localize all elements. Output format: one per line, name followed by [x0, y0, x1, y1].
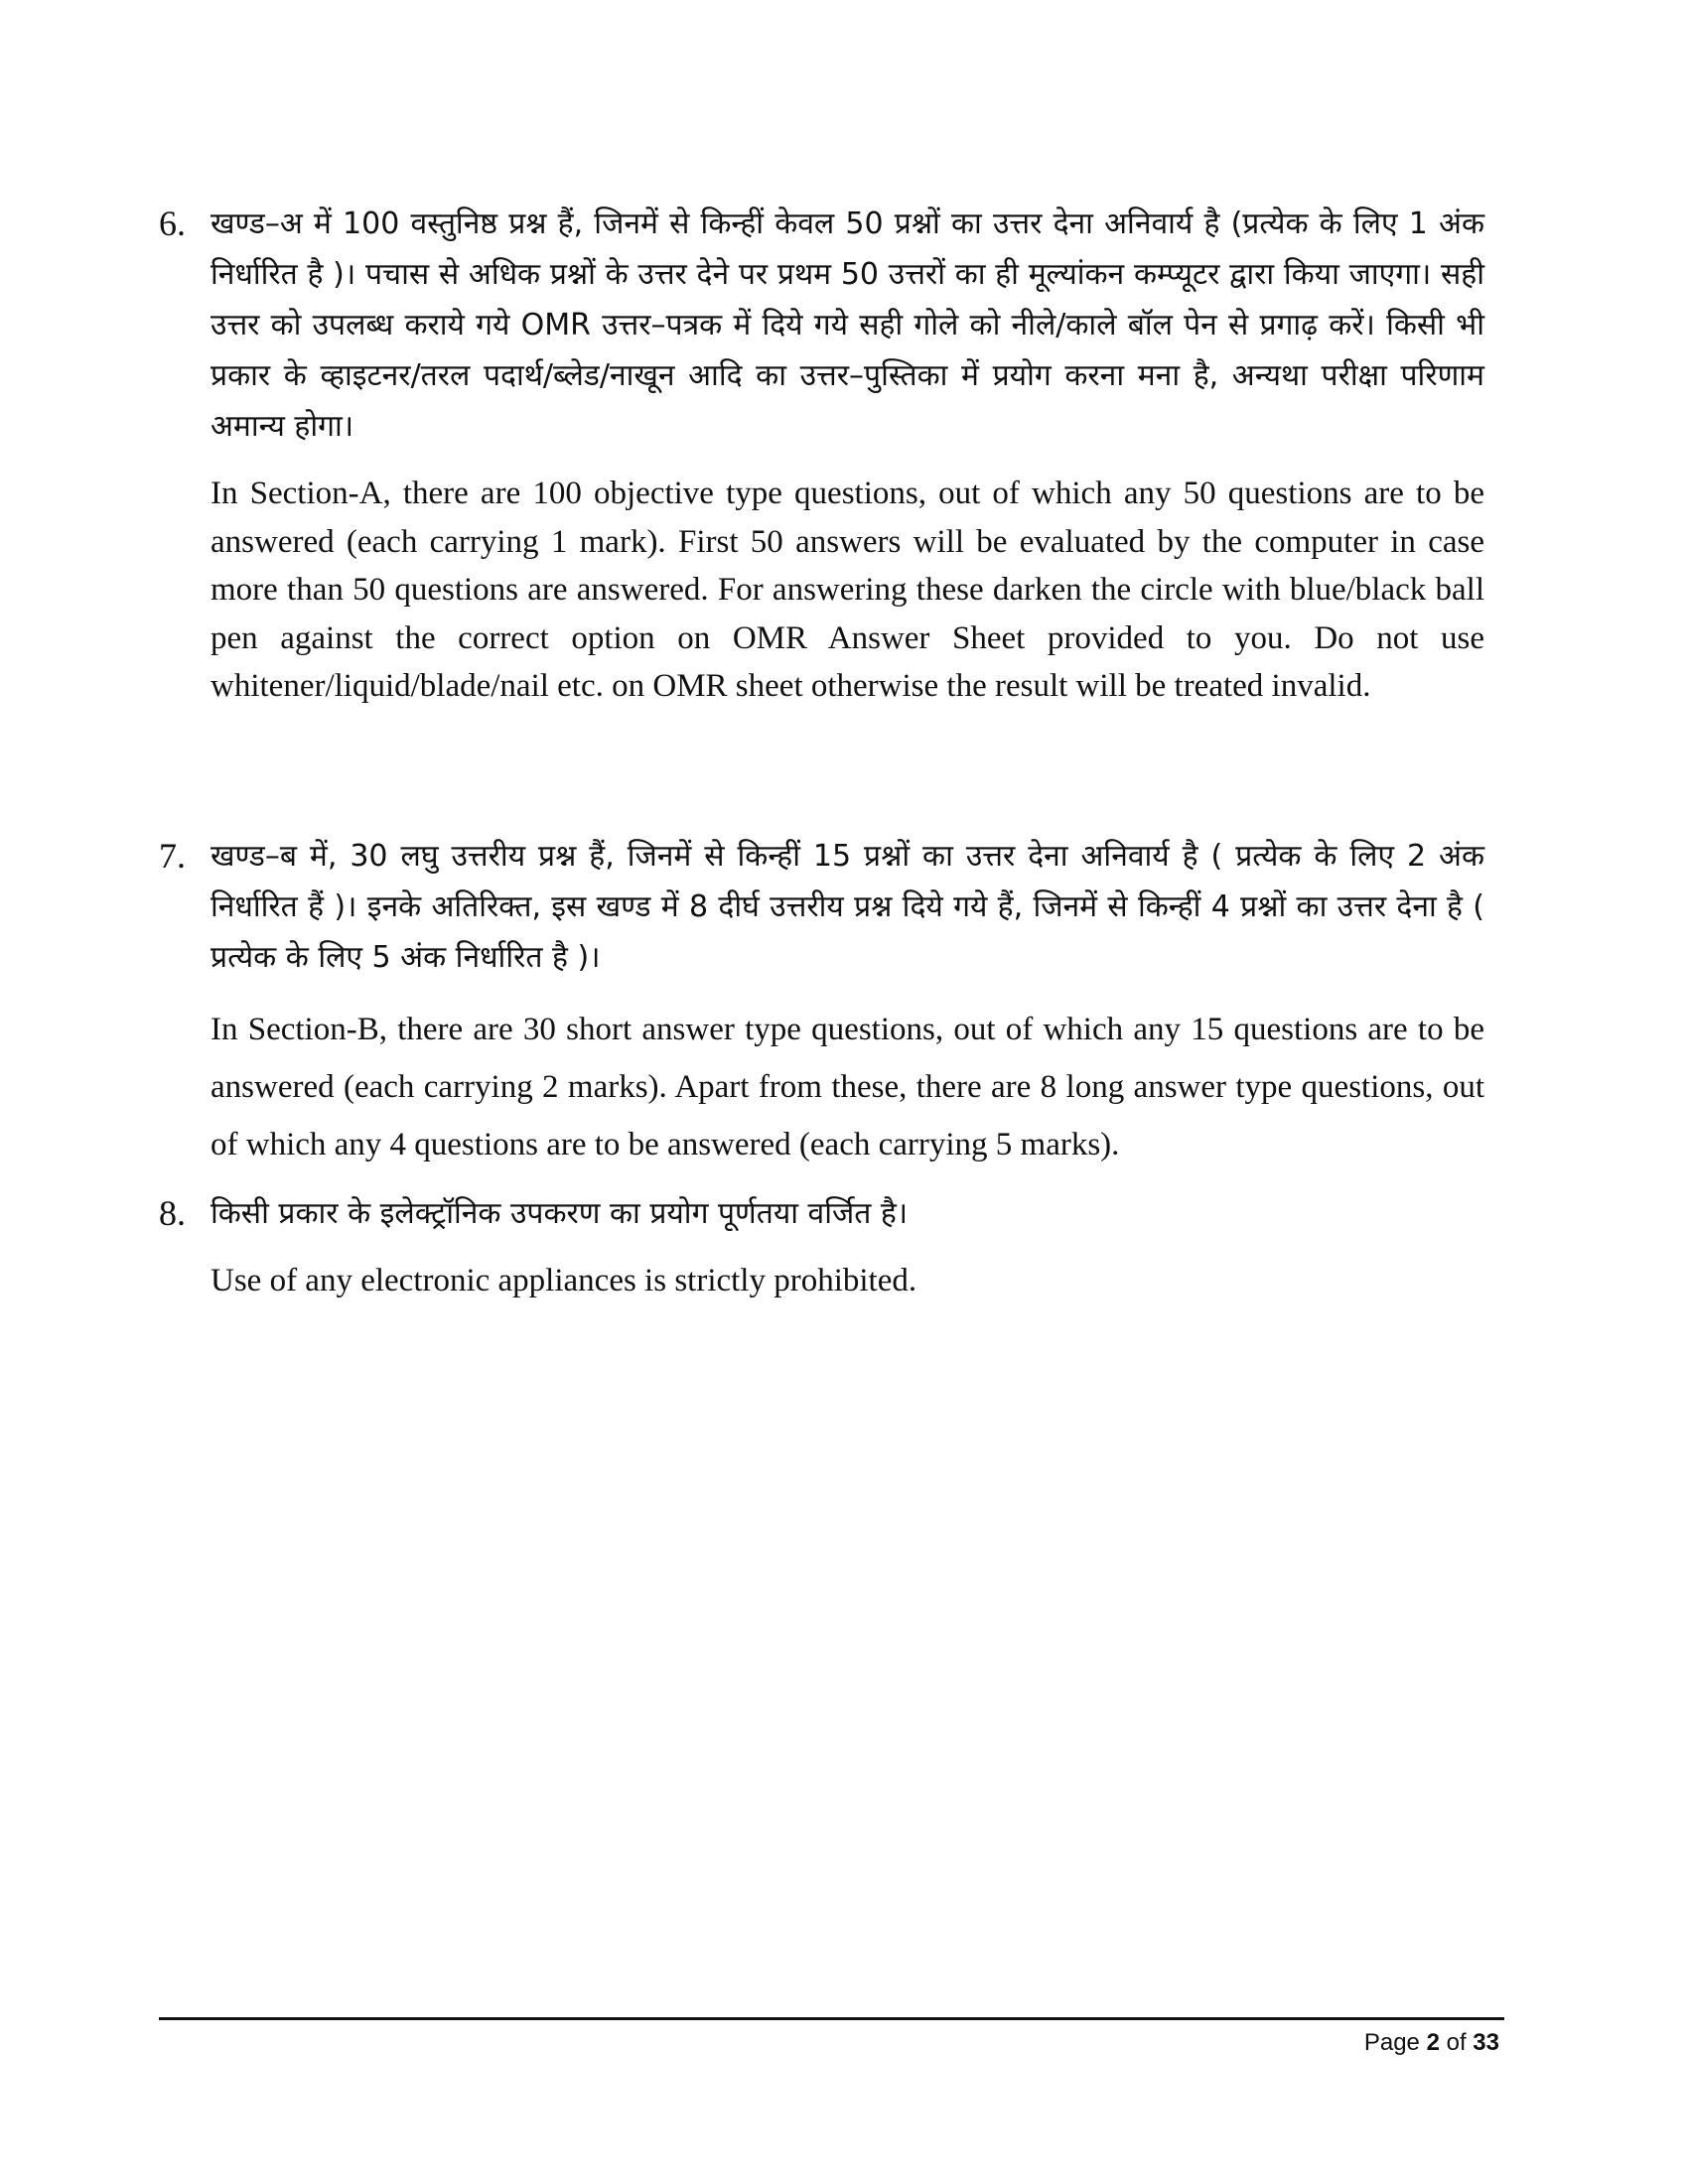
- instruction-english-text: In Section-B, there are 30 short answer type questions, out of which any 15 questions are to be answered (each carrying 2 marks). Apart from these, there are 8 long answer type questions, out of which any 4 questions are to be answered (each carrying 5 marks).: [211, 1012, 1484, 1162]
- instruction-english-text: In Section-A, there are 100 objective type questions, out of which any 50 questions are to be answered (each carrying 1 mark). First 50 answers will be evaluated by the computer in case more than 50 questions are answered. For answering these darken the circle with blue/black ball pen against the correct option on OMR Answer Sheet provided to you. Do not use whitener/liquid/blade/nail etc. on OMR sheet otherwise the result will be treated invalid.: [211, 476, 1484, 704]
- instruction-number: 6.: [159, 204, 186, 243]
- footer-divider: [159, 2017, 1504, 2020]
- page-number: [1364, 2028, 1499, 2058]
- instruction-item-7: [159, 831, 1484, 1173]
- instruction-number: 7.: [159, 836, 186, 876]
- instruction-number: 8.: [159, 1193, 186, 1233]
- total-pages-number: 33: [1473, 2029, 1499, 2056]
- instruction-hindi-text: खण्ड–ब में, 30 लघु उत्तरीय प्रश्न हैं, जिनमें से किन्हीं 15 प्रश्नों का उत्तर देना अनिवार्य है ( प्रत्येक के लिए 2 अंक निर्धारित हैं )। इनके अतिरिक्त, इस खण्ड में 8 दीर्घ उत्तरीय प्रश्न दिये गये हैं, जिनमें से किन्हीं 4 प्रश्नों का उत्तर देना है ( प्रत्येक के लिए 5 अंक निर्धारित है )।: [211, 839, 1484, 975]
- current-page-number: 2: [1426, 2029, 1440, 2056]
- instruction-english-text: Use of any electronic appliances is strictly prohibited.: [211, 1263, 917, 1298]
- instruction-item-8: [159, 1188, 1484, 1305]
- instruction-hindi-text: किसी प्रकार के इलेक्ट्रॉनिक उपकरण का प्रयोग पूर्णतया वर्जित है।: [211, 1196, 909, 1231]
- instruction-item-6: [159, 199, 1484, 711]
- of-word: of: [1446, 2029, 1467, 2056]
- instruction-hindi-text: खण्ड–अ में 100 वस्तुनिष्ठ प्रश्न हैं, जिनमें से किन्हीं केवल 50 प्रश्नों का उत्तर देना अनिवार्य है (प्रत्येक के लिए 1 अंक निर्धारित है )। पचास से अधिक प्रश्नों के उत्तर देने पर प्रथम 50 उत्तरों का ही मूल्यांकन कम्प्यूटर द्वारा किया जाएगा। सही उत्तर को उपलब्ध कराये गये OMR उत्तर–पत्रक में दिये गये सही गोले को नीले/काले बॉल पेन से प्रगाढ़ करें। किसी भी प्रकार के व्हाइटनर/तरल पदार्थ/ब्लेड/नाखून आदि का उत्तर–पुस्तिका में प्रयोग करना मना है, अन्यथा परीक्षा परिणाम अमान्य होगा।: [211, 206, 1484, 444]
- page-word: Page: [1363, 2029, 1420, 2056]
